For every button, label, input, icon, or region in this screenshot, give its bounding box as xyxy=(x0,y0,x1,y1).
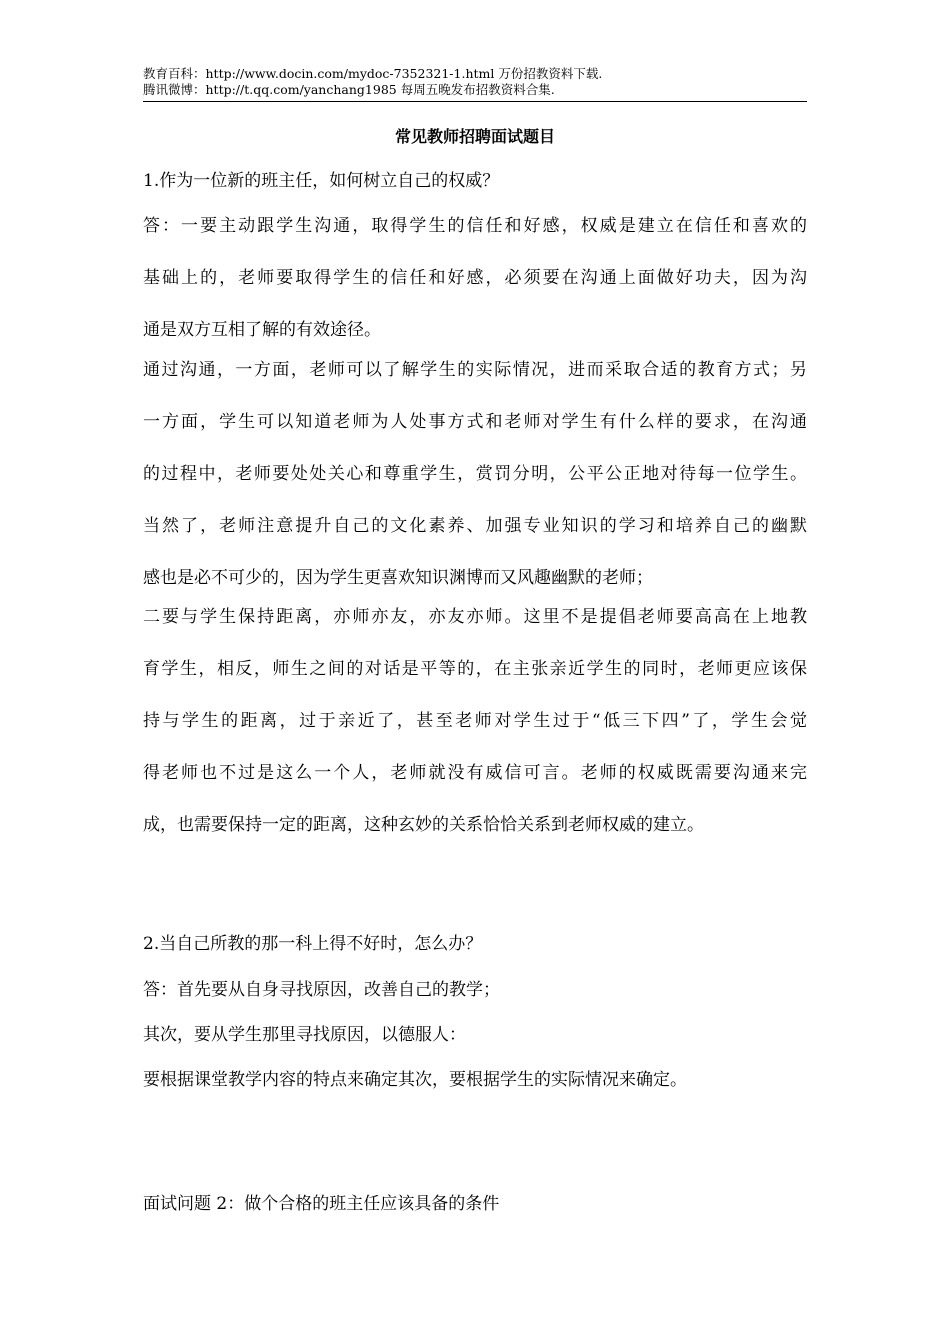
answer-1-line: 得老师也不过是这么一个人，老师就没有威信可言。老师的权威既需要沟通来完 xyxy=(143,763,807,783)
header-line-weibo: 腾讯微博：http://t.qq.com/yanchang1985 每周五晚发布招教资料合集. xyxy=(143,82,555,97)
question-2: 2.当自己所教的那一科上得不好时，怎么办？ xyxy=(143,934,483,954)
answer-1-line: 基础上的，老师要取得学生的信任和好感，必须要在沟通上面做好功夫，因为沟 xyxy=(143,268,807,288)
question-1: 1.作为一位新的班主任，如何树立自己的权威？ xyxy=(143,171,500,191)
answer-1-line: 答：一要主动跟学生沟通，取得学生的信任和好感，权威是建立在信任和喜欢的 xyxy=(143,216,807,236)
document-title: 常见教师招聘面试题目 xyxy=(394,127,555,146)
answer-1-line: 成，也需要保持一定的距离，这种玄妙的关系恰恰关系到老师权威的建立。 xyxy=(143,815,704,835)
answer-2-line: 其次，要从学生那里寻找原因，以德服人： xyxy=(143,1025,466,1045)
answer-1-line: 感也是必不可少的，因为学生更喜欢知识渊博而又风趣幽默的老师； xyxy=(143,568,653,588)
header-divider xyxy=(143,101,807,102)
answer-1-line: 育学生，相反，师生之间的对话是平等的，在主张亲近学生的同时，老师更应该保 xyxy=(143,659,807,679)
page-header xyxy=(143,66,807,98)
answer-1-line: 通是双方互相了解的有效途径。 xyxy=(143,320,381,340)
answer-2-line: 要根据课堂教学内容的特点来确定其次，要根据学生的实际情况来确定。 xyxy=(143,1070,687,1090)
answer-1-line: 当然了，老师注意提升自己的文化素养、加强专业知识的学习和培养自己的幽默 xyxy=(143,516,807,536)
answer-1-line: 一方面，学生可以知道老师为人处事方式和老师对学生有什么样的要求，在沟通 xyxy=(143,412,807,432)
answer-1-line: 的过程中，老师要处处关心和尊重学生，赏罚分明，公平公正地对待每一位学生。 xyxy=(143,464,807,484)
answer-2-line: 答：首先要从自身寻找原因，改善自己的教学； xyxy=(143,980,500,1000)
answer-1-line: 持与学生的距离，过于亲近了，甚至老师对学生过于“低三下四”了，学生会觉 xyxy=(143,711,807,731)
header-line-baike: 教育百科：http://www.docin.com/mydoc-7352321-1.html 万份招教资料下载. xyxy=(143,66,603,81)
question-3: 面试问题 2：做个合格的班主任应该具备的条件 xyxy=(143,1194,500,1214)
answer-1-line: 二要与学生保持距离，亦师亦友，亦友亦师。这里不是提倡老师要高高在上地教 xyxy=(143,607,807,627)
answer-1-line: 通过沟通，一方面，老师可以了解学生的实际情况，进而采取合适的教育方式；另 xyxy=(143,360,807,380)
